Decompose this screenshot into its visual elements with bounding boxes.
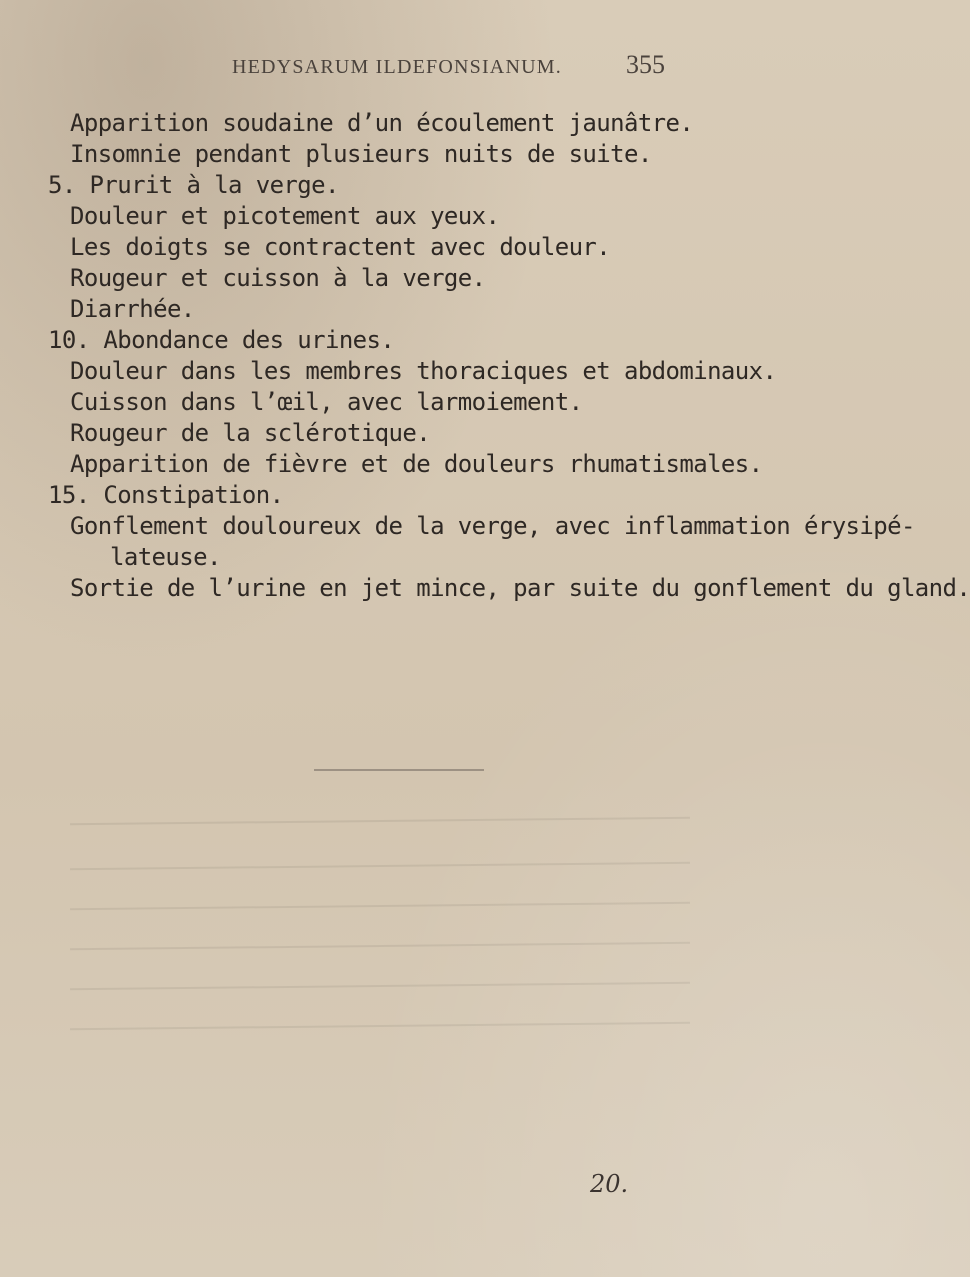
text-line: Cuisson dans l’œil, avec larmoiement. [70,388,583,416]
text-line: Sortie de l’urine en jet mince, par suite du gonflement du gland. [70,574,970,602]
text-line: 10. Abondance des urines. [48,326,395,354]
text-line: Douleur dans les membres thoraciques et abdominaux. [70,357,777,385]
text-line: lateuse. [110,543,221,571]
text-line: Les doigts se contractent avec douleur. [70,233,611,261]
text-line: Apparition de fièvre et de douleurs rhumatismales. [70,450,763,478]
text-line: Apparition soudaine d’un écoulement jaunâtre. [70,109,694,137]
text-line: Rougeur de la sclérotique. [70,419,431,447]
page-number: 355 [626,50,665,79]
running-head: HEDYSARUM ILDEFONSIANUM. [232,56,562,78]
text-line: 5. Prurit à la verge. [48,171,339,199]
text-line: Rougeur et cuisson à la verge. [70,264,486,292]
text-line: Diarrhée. [70,295,195,323]
signature-mark: 20. [590,1170,629,1198]
text-line: Douleur et picotement aux yeux. [70,202,500,230]
text-line: Insomnie pendant plusieurs nuits de suite. [70,140,652,168]
separator-rule [314,769,484,771]
text-line: Gonflement douloureux de la verge, avec inflammation érysipé- [70,512,915,540]
text-line: 15. Constipation. [48,481,284,509]
